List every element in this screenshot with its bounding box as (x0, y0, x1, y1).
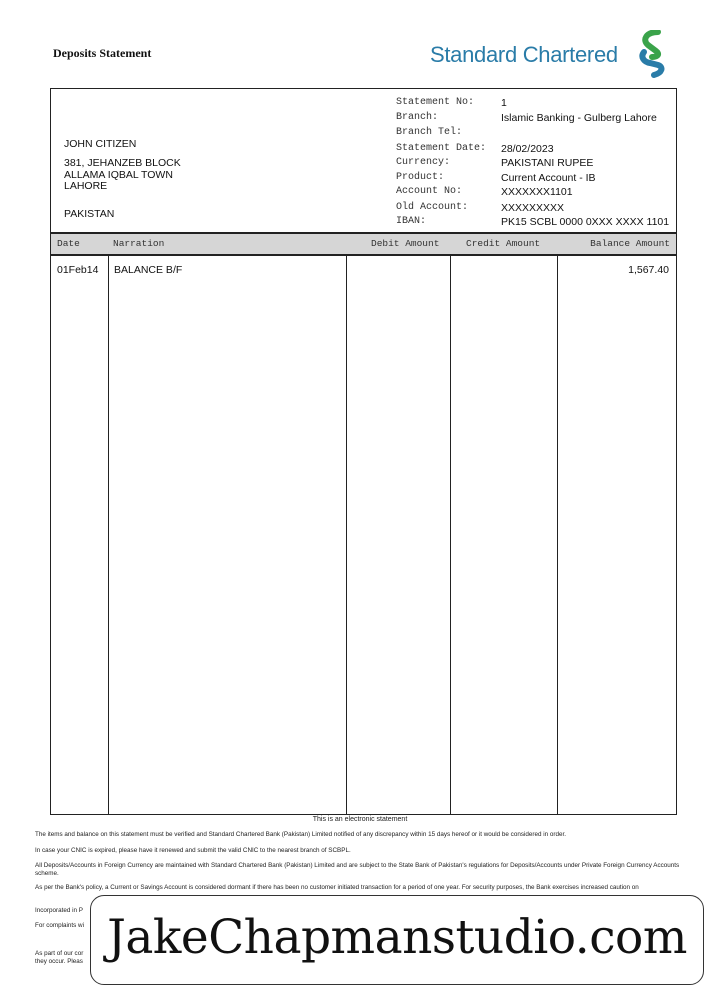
statement-frame (50, 88, 677, 815)
column-header-balance: Balance Amount (590, 238, 670, 249)
address-line-1: 381, JEHANZEB BLOCK (64, 157, 181, 169)
address-line-2: ALLAMA IQBAL TOWN (64, 169, 173, 181)
bank-name: Standard Chartered (430, 42, 618, 67)
row-date: 01Feb14 (57, 264, 99, 276)
detail-value-statement-no: 1 (501, 97, 507, 109)
detail-value-iban: PK15 SCBL 0000 0XXX XXXX 1101 (501, 216, 670, 228)
detail-label-currency: Currency: (396, 157, 451, 168)
footer-note: they occur. Pleas (35, 958, 83, 965)
detail-value-branch: Islamic Banking - Gulberg Lahore (501, 112, 657, 124)
detail-value-statement-date: 28/02/2023 (501, 143, 554, 155)
watermark-text: JakeChapmanstudio.com (107, 910, 687, 965)
detail-value-account-no: XXXXXXX1101 (501, 186, 573, 198)
footer-note: As per the Bank's policy, a Current or Savings Account is considered dormant if there has been no customer initiated transaction for a period of one year. For security purposes, the Bank exercises increased caution on (35, 884, 639, 891)
detail-value-old-account: XXXXXXXXX (501, 202, 565, 214)
column-header-narration: Narration (113, 238, 165, 249)
detail-label-product: Product: (396, 172, 445, 183)
footer-note: For complaints wi (35, 922, 84, 929)
table-header (51, 232, 676, 256)
row-balance: 1,567.40 (628, 264, 669, 276)
detail-label-statement-date: Statement Date: (396, 143, 487, 154)
detail-value-currency: PAKISTANI RUPEE (501, 157, 594, 169)
column-header-date: Date (57, 238, 80, 249)
electronic-statement-note: This is an electronic statement (312, 816, 408, 823)
column-header-credit: Credit Amount (466, 238, 541, 249)
column-divider (557, 254, 558, 815)
footer-note: In case your CNIC is expired, please have it renewed and submit the valid CNIC to the nearest branch of SCBPL. (35, 847, 351, 854)
bank-logo (430, 30, 675, 78)
detail-label-old-account: Old Account: (396, 202, 469, 213)
watermark-banner (90, 895, 704, 985)
detail-value-product: Current Account - IB (501, 172, 596, 184)
detail-label-account-no: Account No: (396, 186, 463, 197)
column-header-debit: Debit Amount (371, 238, 440, 249)
row-narration: BALANCE B/F (114, 264, 183, 276)
footer-note: Incorporated in P (35, 907, 83, 914)
detail-label-iban: IBAN: (396, 216, 427, 227)
footer-note: All Deposits/Accounts in Foreign Currency are maintained with Standard Chartered Bank (Pakistan) Limited and are subject to the State Bank of Pakistan's regulations for Deposits/Accounts under Private Foreign Currency Accounts scheme. (35, 862, 680, 877)
detail-label-statement-no: Statement No: (396, 97, 475, 108)
column-divider (450, 254, 451, 815)
footer-note: The items and balance on this statement must be verified and Standard Chartered Bank (Pakistan) Limited notified of any discrepancy within 15 days hereof or it would be considered in order. (35, 831, 566, 838)
address-country: PAKISTAN (64, 208, 115, 220)
column-divider (346, 254, 347, 815)
detail-label-branch-tel: Branch Tel: (396, 127, 463, 138)
address-line-3: LAHORE (64, 180, 108, 192)
footer-note: As part of our cor (35, 950, 84, 957)
column-divider (108, 254, 109, 815)
customer-name: JOHN CITIZEN (64, 138, 137, 150)
document-title: Deposits Statement (53, 46, 152, 60)
detail-label-branch: Branch: (396, 112, 439, 123)
standard-chartered-logo-icon (636, 30, 670, 78)
